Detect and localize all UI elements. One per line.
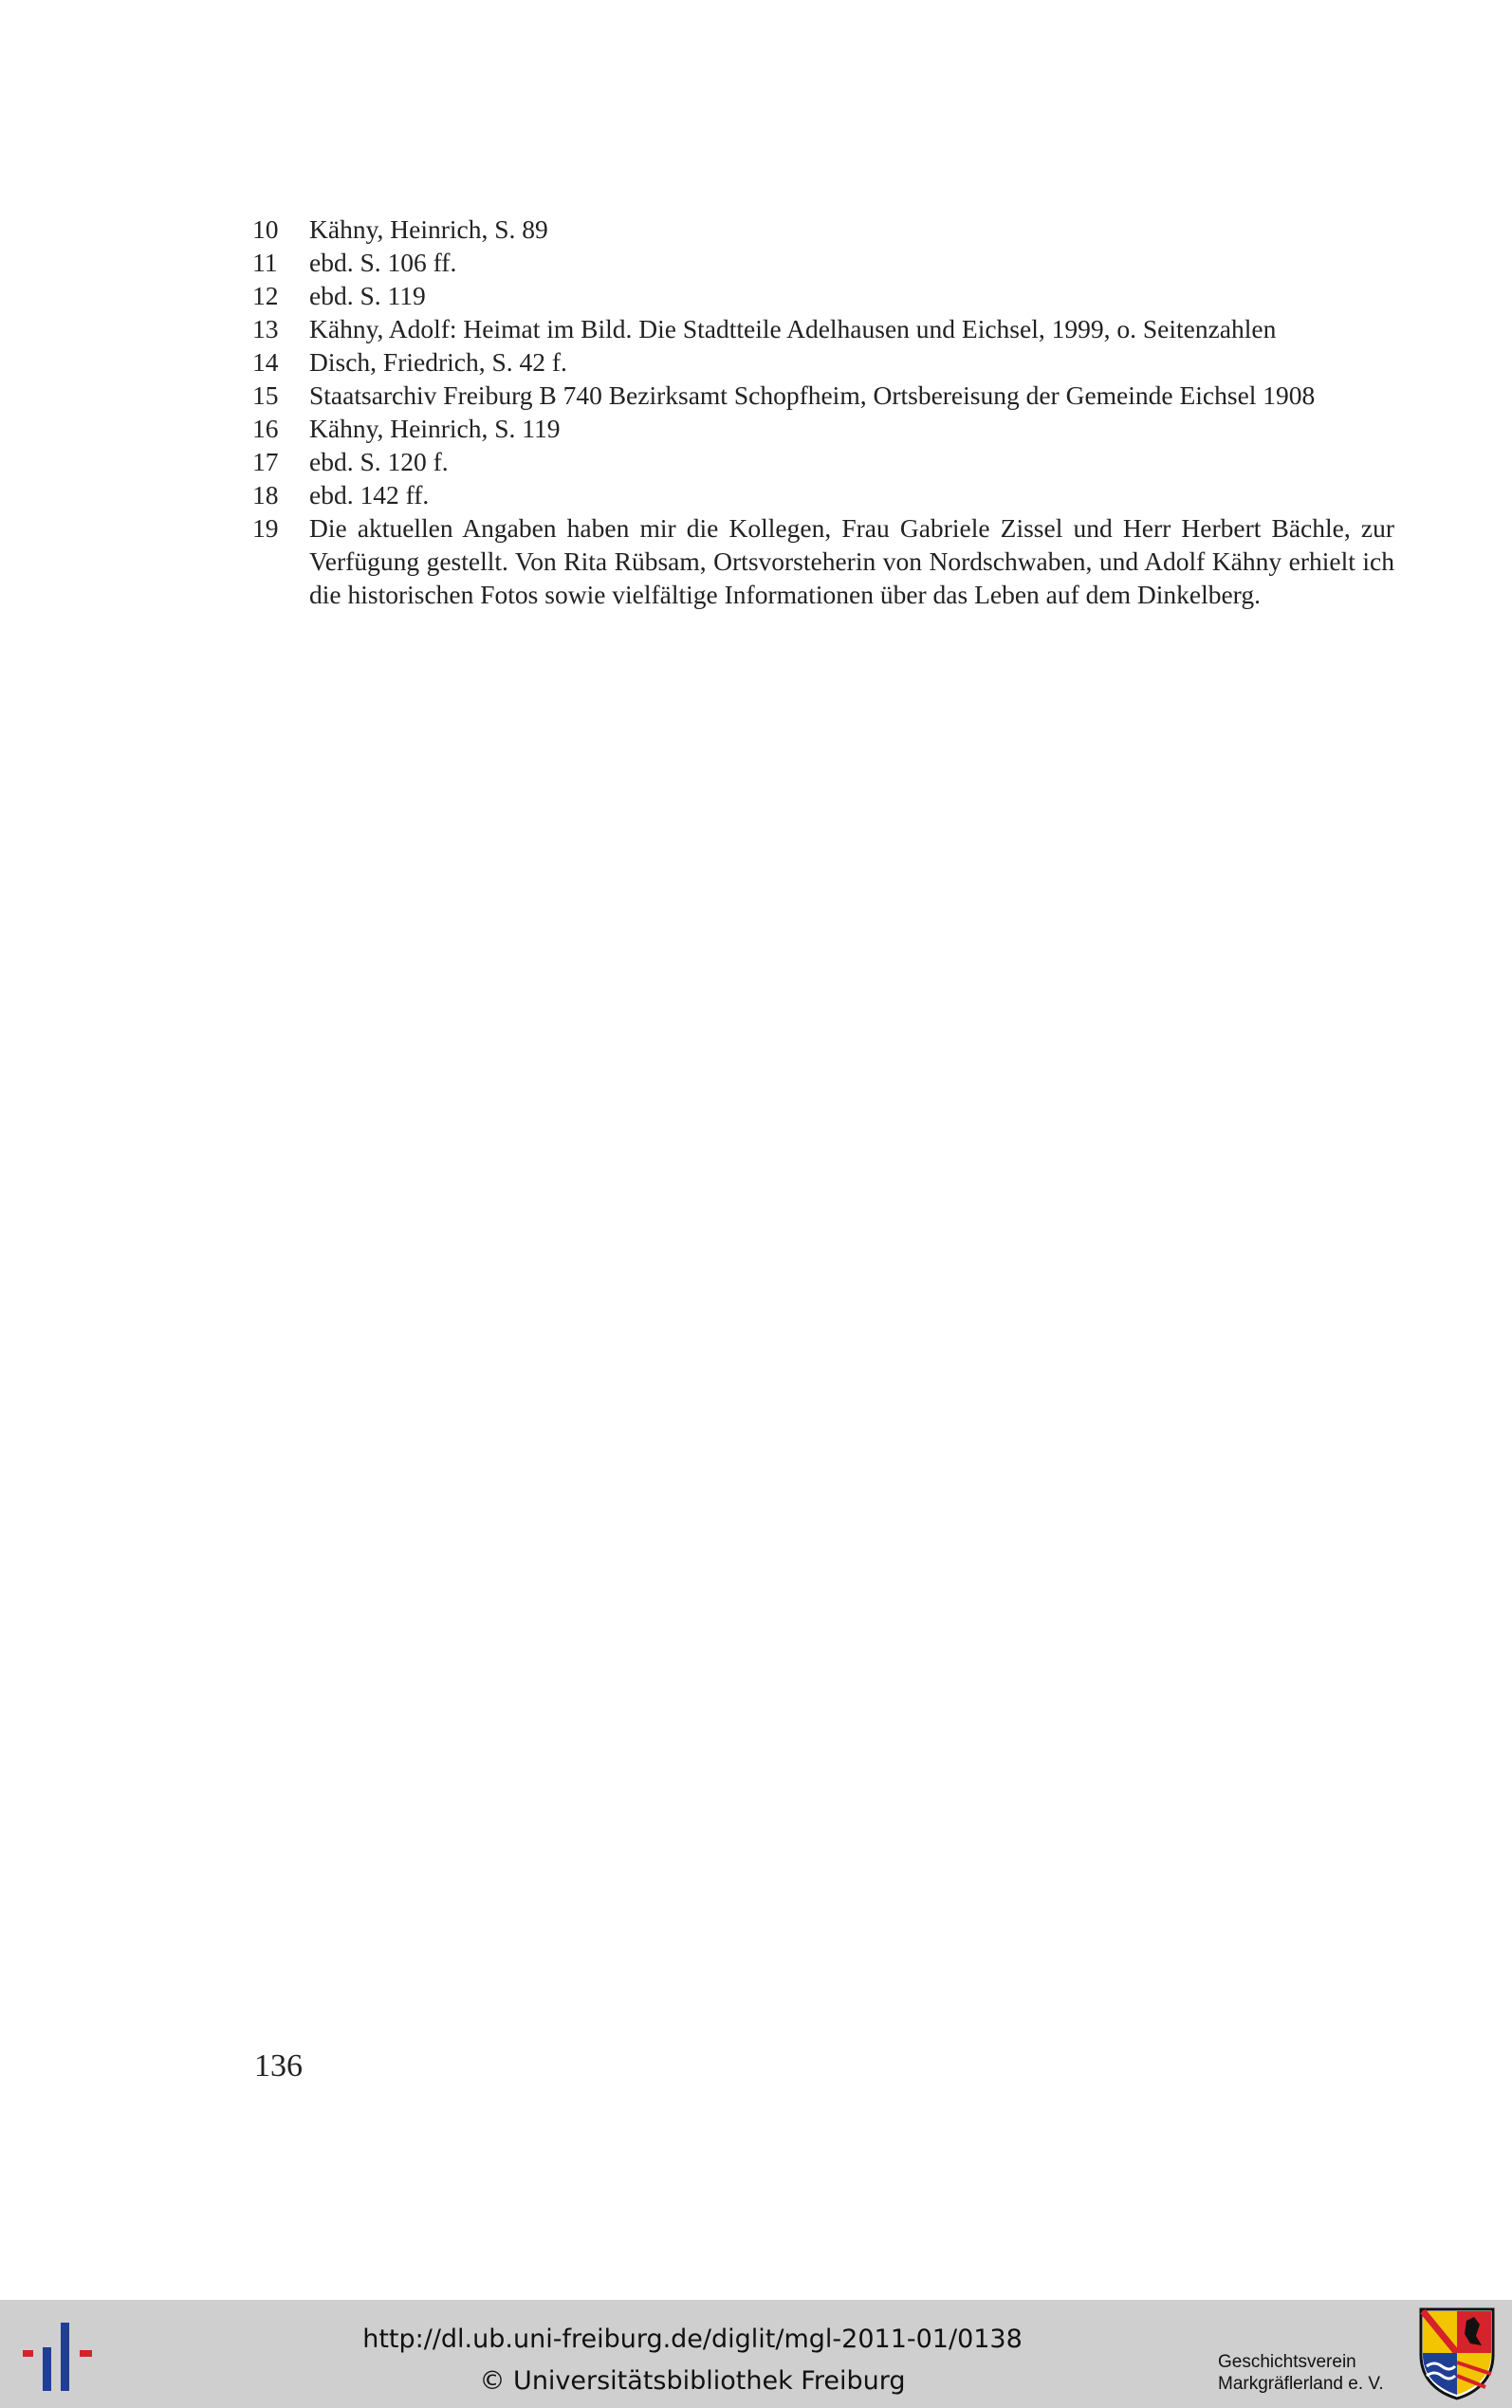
footnote-item — [252, 213, 1394, 246]
footnote-item — [252, 379, 1394, 412]
coat-of-arms-icon — [1419, 2307, 1495, 2400]
footnote-text: Staatsarchiv Freiburg B 740 Bezirksamt Schopfheim, Ortsbereisung der Gemeinde Eichsel 1908 — [309, 380, 1316, 410]
footnote-text: ebd. 142 ff. — [309, 480, 430, 509]
footnote-number: 10 — [252, 214, 279, 244]
footnote-text: Kähny, Heinrich, S. 89 — [309, 214, 548, 244]
footnote-text: Die aktuellen Angaben haben mir die Kollegen, Frau Gabriele Zissel und Herr Herbert Bächle, zur Verfügung gestellt. Von Rita Rübsam, Ortsvorsteherin von Nordschwaben, und Adolf Kähny erhielt ich die historischen Fotos sowie vielfältige Informationen über das Leben auf dem Dinkelberg. — [309, 513, 1394, 609]
footnote-number: 18 — [252, 480, 279, 509]
footnote-number: 15 — [252, 380, 279, 410]
footnote-item — [252, 345, 1394, 379]
document-url-link[interactable]: http://dl.ub.uni-freiburg.de/diglit/mgl-2011-01/0138 — [362, 2325, 1023, 2354]
footnote-number: 12 — [252, 281, 279, 310]
footnote-item — [252, 279, 1394, 312]
ub-freiburg-logo-icon — [17, 2313, 102, 2399]
footnote-text: ebd. S. 120 f. — [309, 447, 449, 476]
footnote-number: 19 — [252, 513, 279, 543]
footnote-item — [252, 478, 1394, 511]
footnote-item — [252, 312, 1394, 345]
footnote-number: 17 — [252, 447, 279, 476]
footnote-item — [252, 246, 1394, 279]
footnote-number: 14 — [252, 347, 279, 377]
footnotes-list — [252, 213, 1394, 611]
society-name-line2: Markgräflerland e. V. — [1218, 2374, 1384, 2394]
footnote-text: Kähny, Adolf: Heimat im Bild. Die Stadtteile Adelhausen und Eichsel, 1999, o. Seitenzahlen — [309, 314, 1277, 343]
footnote-number: 11 — [252, 248, 278, 277]
society-name — [1218, 2351, 1384, 2395]
footnote-item — [252, 511, 1394, 611]
footnote-text: Kähny, Heinrich, S. 119 — [309, 414, 561, 443]
copyright-text: © Universitätsbibliothek Freiburg — [479, 2366, 906, 2396]
footnote-item — [252, 445, 1394, 478]
footnote-number: 16 — [252, 414, 279, 443]
footnote-text: ebd. S. 106 ff. — [309, 248, 457, 277]
page-number: 136 — [254, 2048, 303, 2084]
footnote-item — [252, 412, 1394, 445]
society-name-line1: Geschichtsverein — [1218, 2352, 1356, 2372]
footnote-number: 13 — [252, 314, 279, 343]
footer-bar — [0, 2300, 1512, 2408]
footnote-text: ebd. S. 119 — [309, 281, 426, 310]
footnote-text: Disch, Friedrich, S. 42 f. — [309, 347, 567, 377]
